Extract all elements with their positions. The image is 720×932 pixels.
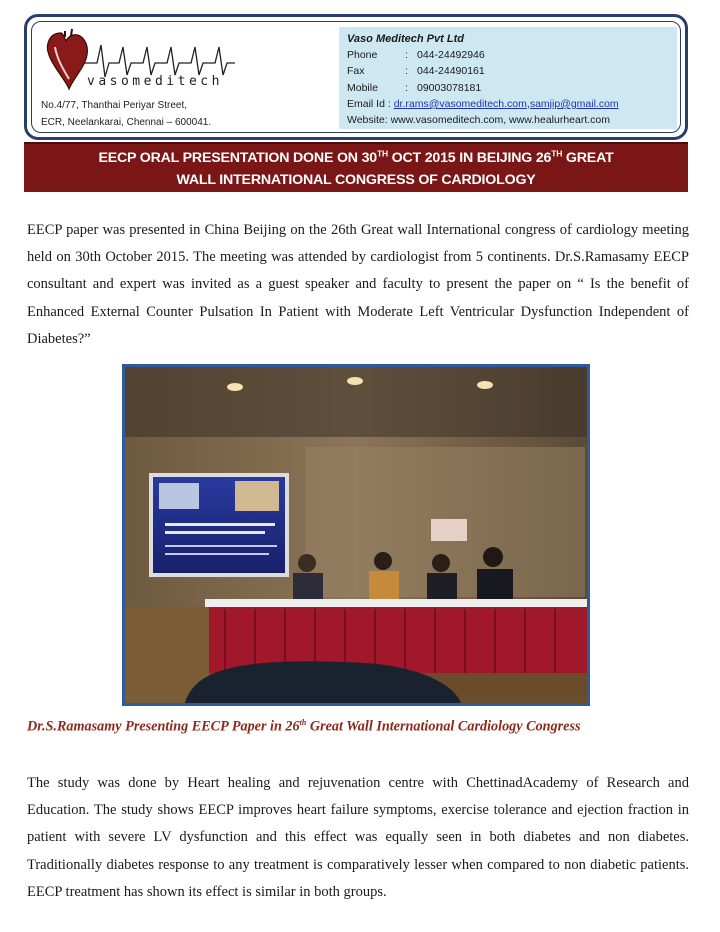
email-link-1[interactable]: dr.rams@vasomeditech.com bbox=[393, 97, 527, 110]
document-title bbox=[24, 142, 688, 192]
fax-row bbox=[347, 63, 669, 79]
phone-label: Phone bbox=[347, 49, 378, 62]
phone-row bbox=[347, 47, 669, 63]
caption-part-2: Great Wall International Cardiology Congress bbox=[306, 718, 581, 735]
email-row bbox=[347, 96, 669, 112]
conference-photo bbox=[122, 364, 590, 706]
address-line-2: ECR, Neelankarai, Chennai – 600041. bbox=[41, 117, 212, 128]
title-part-3: GREAT bbox=[562, 150, 614, 166]
vasomeditech-logo bbox=[39, 25, 239, 95]
title-part-2: OCT 2015 IN BEIJING 26 bbox=[387, 150, 552, 166]
mobile-row bbox=[347, 80, 669, 96]
phone-value: 044-24492946 bbox=[417, 49, 485, 62]
conference-photo-scene bbox=[125, 367, 587, 703]
website-value: www.vasomeditech.com, www.healurheart.com bbox=[390, 114, 611, 127]
photo-caption bbox=[27, 718, 689, 736]
phone-colon: : bbox=[405, 49, 408, 62]
title-line-1 bbox=[24, 147, 688, 169]
title-sup-2: TH bbox=[551, 148, 563, 159]
email-label: Email Id : bbox=[347, 97, 391, 110]
logo-wordmark: vasomeditech bbox=[87, 74, 223, 89]
contact-box bbox=[339, 27, 677, 129]
email-link-2[interactable]: samjip@gmail.com bbox=[529, 97, 619, 110]
title-sup-1: TH bbox=[376, 148, 388, 159]
mobile-colon: : bbox=[405, 81, 408, 94]
study-paragraph: The study was done by Heart healing and rejuvenation centre with ChettinadAcademy of Research and Education. The study shows EECP improves heart failure symptoms, exercise tolerance and ejection fraction in patient with severe LV dysfunction and this effect was equally seen in both diabetes and non diabetes. Traditionally diabetes response to any treatment is comparatively lesser when compared to non diabetic patients. EECP treatment has shown its effect is similar in both groups. bbox=[27, 775, 689, 900]
email-separator: , bbox=[526, 97, 530, 110]
website-label: Website: bbox=[347, 114, 388, 127]
website-row bbox=[347, 112, 669, 128]
title-line-2: WALL INTERNATIONAL CONGRESS OF CARDIOLOGY bbox=[176, 172, 536, 188]
company-name: Vaso Meditech Pvt Ltd bbox=[347, 33, 464, 45]
mobile-label: Mobile bbox=[347, 81, 378, 94]
address-line-1: No.4/77, Thanthai Periyar Street, bbox=[41, 100, 188, 111]
letterhead bbox=[24, 14, 688, 140]
caption-sup: th bbox=[299, 718, 307, 727]
fax-label: Fax bbox=[347, 65, 365, 78]
fax-value: 044-24490161 bbox=[417, 65, 485, 78]
mobile-value: 09003078181 bbox=[417, 81, 482, 94]
intro-paragraph: EECP paper was presented in China Beijing on the 26th Great wall International congress of cardiology meeting held on 30th October 2015. The meeting was attended by cardiologist from 5 continents. Dr.S.Ramasamy EECP consultant and expert was invited as a guest speaker and faculty to present the paper on “ Is the benefit of Enhanced External Counter Pulsation In Patient with Moderate Left Ventricular Dysfunction Independent of Diabetes?” bbox=[27, 222, 689, 347]
company-address bbox=[41, 97, 211, 131]
caption-part-1: Dr.S.Ramasamy Presenting EECP Paper in 26 bbox=[27, 718, 300, 735]
title-part-1: EECP ORAL PRESENTATION DONE ON 30 bbox=[98, 150, 377, 166]
fax-colon: : bbox=[405, 65, 408, 78]
